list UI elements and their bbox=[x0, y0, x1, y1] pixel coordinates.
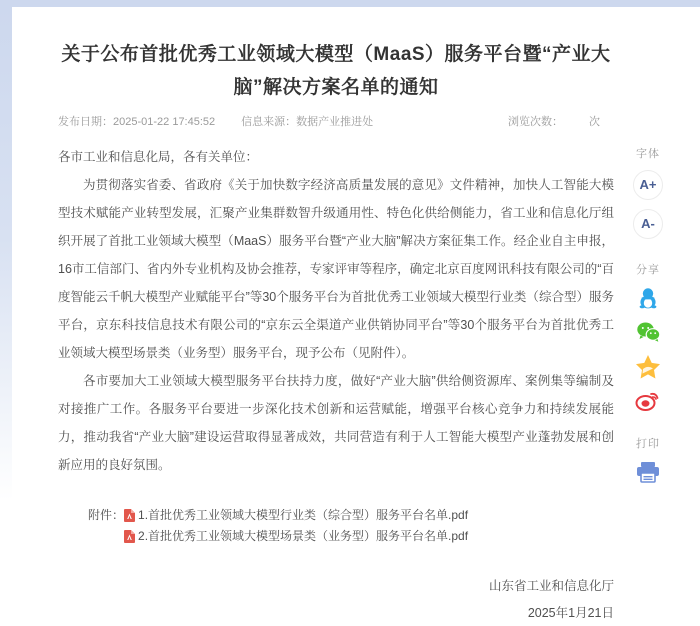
share-qq-icon[interactable] bbox=[635, 285, 661, 311]
font-section-label: 字体 bbox=[636, 148, 660, 160]
print-button-icon[interactable] bbox=[635, 459, 661, 485]
publish-date: 发布日期：2025-01-22 17:45:52 bbox=[58, 116, 216, 129]
share-qzone-icon[interactable] bbox=[635, 353, 661, 379]
view-count: 浏览次数： 次 bbox=[508, 116, 600, 129]
signature-date: 2025年1月21日 bbox=[527, 605, 614, 620]
body-paragraph: 为贯彻落实省委、省政府《关于加快数字经济高质量发展的意见》文件精神，加快人工智能大模型技术赋能产业转型发展，汇聚产业集群数智升级通用性、特色化供给侧能力，省工业和信息化厅组织开展了首批工业领域大模型（MaaS）服务平台暨“产业大脑”解决方案征集工作。经企业自主申报，16市工信部门、省内外专业机构及协会推荐，专家评审等程序，确定北京百度网讯科技有限公司的“百度智能云千帆大模型产业赋能平台”等30个服务平台为首批优秀工业领域大模型行业类（综合型）服务平台，京东科技信息技术有限公司的“京东云全渠道产业供销协同平台”等30个服务平台为首批优秀工业领域大模型场景类（业务型）服务平台，现予公布（见附件）。 bbox=[58, 178, 614, 361]
info-source: 信息来源：数据产业推进处 bbox=[241, 116, 374, 129]
font-decrease-button[interactable]: A- bbox=[633, 209, 663, 239]
meta-row bbox=[58, 113, 614, 129]
attachment-link-2[interactable]: 2.首批优秀工业领域大模型场景类（业务型）服务平台名单.pdf bbox=[124, 526, 468, 547]
page-left-border bbox=[0, 7, 12, 521]
share-weibo-icon[interactable] bbox=[635, 387, 661, 413]
attachments-block bbox=[88, 505, 614, 547]
attachments-label: 附件： bbox=[88, 508, 125, 523]
body-paragraph: 各市要加大工业领域大模型服务平台扶持力度，做好“产业大脑”供给侧资源库、案例集等编制及对接推广工作。各服务平台要进一步深化技术创新和运营赋能，增强平台核心竞争力和持续发展能力，推动我省“产业大脑”建设运营取得显著成效，共同营造有利于人工智能大模型产业蓬勃发展和创新应用的良好氛围。 bbox=[58, 374, 614, 473]
side-toolbar bbox=[626, 145, 670, 485]
attachment-link-1[interactable]: 1.首批优秀工业领域大模型行业类（综合型）服务平台名单.pdf bbox=[124, 505, 468, 526]
share-wechat-icon[interactable] bbox=[635, 319, 661, 345]
notice-body bbox=[58, 143, 614, 479]
page-title: 关于公布首批优秀工业领域大模型（MaaS）服务平台暨“产业大脑”解决方案名单的通知 bbox=[61, 44, 611, 98]
font-increase-button[interactable]: A+ bbox=[633, 170, 663, 200]
share-section-label: 分享 bbox=[636, 264, 660, 276]
print-section-label: 打印 bbox=[636, 438, 660, 450]
notice-page bbox=[12, 7, 700, 620]
signature-org: 山东省工业和信息化厅 bbox=[488, 579, 614, 594]
page-top-border bbox=[0, 0, 700, 7]
pdf-icon bbox=[124, 509, 135, 522]
signature-block bbox=[58, 573, 614, 626]
salutation: 各市工业和信息化局，各有关单位： bbox=[58, 150, 259, 165]
pdf-icon bbox=[124, 530, 135, 543]
